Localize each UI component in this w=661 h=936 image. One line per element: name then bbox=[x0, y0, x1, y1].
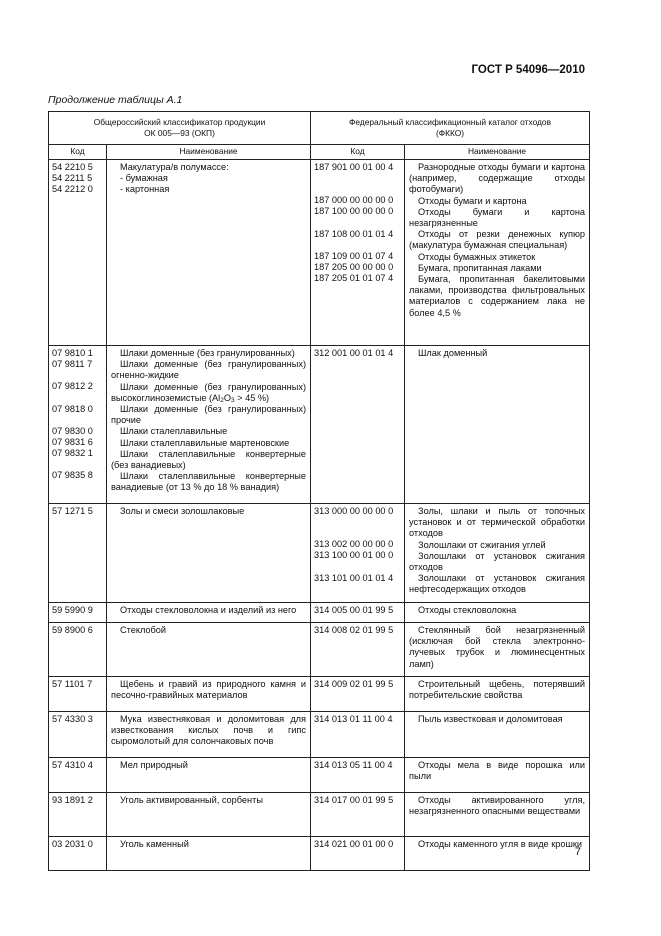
table-row bbox=[49, 837, 590, 871]
classification-table bbox=[48, 111, 590, 871]
standard-code: ГОСТ Р 54096—2010 bbox=[471, 64, 585, 76]
fkko-name-cell: Отходы стекловолокна bbox=[405, 603, 590, 623]
fkko-name-cell: Отходы каменного угля в виде крошки bbox=[405, 837, 590, 871]
fkko-name-cell: Золы, шлаки и пыль от топочных установок и от термической обработки отходов Золошлаки от сжигания углей Золошлаки от установок сжигания отходов Золошлаки от установок сжигания нефтесодержащих отходов bbox=[405, 504, 590, 603]
fkko-name-cell: Отходы мела в виде порошка или пыли bbox=[405, 758, 590, 793]
fkko-name-cell: Стеклянный бой незагрязненный (исключая бой стекла электронно-лучевых трубок и люминесцентных ламп) bbox=[405, 623, 590, 677]
fkko-name-cell: Разнородные отходы бумаги и картона (например, содержащие отходы фотобумаги) Отходы бумаги и картона Отходы бумаги и картона незагрязненные Отходы от резки денежных купюр (макулатура бумажная специальная) Отходы бумажных этикеток Бумага, пропитанная лаками Бумага, пропитанная бакелитовыми лаками, производства фильтровальных материалов с содержанием лака не более 4,5 % bbox=[405, 160, 590, 346]
okp-name-cell: Щебень и гравий из природного камня и песочно-гравийных материалов bbox=[107, 677, 311, 712]
page-number: 7 bbox=[574, 846, 581, 858]
okp-code-header: Код bbox=[49, 145, 107, 160]
okp-name-cell: Шлаки доменные (без гранулированных) Шлаки доменные (без гранулированных) огненно-жидкие Шлаки доменные (без гранулированных) высокоглиноземистые ($Al_2O_3 > 45$ %) Шлаки доменные (без гранулированных) прочие Шлаки сталеплавильные Шлаки сталеплавильные мартеновские Шлаки сталеплавильные конвертерные (без ванадиевых) Шлаки сталеплавильные конвертерные ванадиевые (от 13 % до 18 % ванадия) bbox=[107, 346, 311, 504]
fkko-group-header: Федеральный классификационный каталог отходов (ФККО) bbox=[311, 112, 590, 145]
okp-code-cell: 57 4330 3 bbox=[49, 712, 107, 758]
okp-code-cell: 59 5990 9 bbox=[49, 603, 107, 623]
okp-code-cell: 03 2031 0 bbox=[49, 837, 107, 871]
okp-name-header: Наименование bbox=[107, 145, 311, 160]
okp-name-cell: Мел природный bbox=[107, 758, 311, 793]
fkko-name-cell: Шлак доменный bbox=[405, 346, 590, 504]
okp-code-cell: 93 1891 2 bbox=[49, 793, 107, 837]
okp-name-cell: Стеклобой bbox=[107, 623, 311, 677]
fkko-code-cell: 187 901 00 01 00 4 187 000 00 00 00 0 187 100 00 00 00 0 187 108 00 01 01 4 187 109 00 01 07 4 187 205 00 00 00 0 187 205 01 01 07 4 bbox=[311, 160, 405, 346]
fkko-code-cell: 314 009 02 01 99 5 bbox=[311, 677, 405, 712]
okp-name-cell: Уголь каменный bbox=[107, 837, 311, 871]
table-continuation-caption: Продолжение таблицы А.1 bbox=[48, 94, 183, 106]
okp-code-cell: 59 8900 6 bbox=[49, 623, 107, 677]
table-row bbox=[49, 793, 590, 837]
fkko-name-cell: Отходы активированного угля, незагрязненного опасными веществами bbox=[405, 793, 590, 837]
okp-group-header: Общероссийский классификатор продукции ОК 005—93 (ОКП) bbox=[49, 112, 311, 145]
table-row bbox=[49, 603, 590, 623]
fkko-code-cell: 314 008 02 01 99 5 bbox=[311, 623, 405, 677]
table-row bbox=[49, 346, 590, 504]
fkko-name-header: Наименование bbox=[405, 145, 590, 160]
fkko-code-cell: 312 001 00 01 01 4 bbox=[311, 346, 405, 504]
table-row bbox=[49, 504, 590, 603]
table-row bbox=[49, 623, 590, 677]
fkko-name-cell: Строительный щебень, потерявший потребительские свойства bbox=[405, 677, 590, 712]
fkko-code-cell: 314 021 00 01 00 0 bbox=[311, 837, 405, 871]
fkko-code-cell: 313 000 00 00 00 0 313 002 00 00 00 0 313 100 00 01 00 0 313 101 00 01 01 4 bbox=[311, 504, 405, 603]
okp-name-cell: Мука известняковая и доломитовая для известкования кислых почв и гипс сыромолотый для солончаковых почв bbox=[107, 712, 311, 758]
table-row bbox=[49, 160, 590, 346]
okp-name-cell: Уголь активированный, сорбенты bbox=[107, 793, 311, 837]
fkko-code-cell: 314 013 01 11 00 4 bbox=[311, 712, 405, 758]
table-row bbox=[49, 677, 590, 712]
okp-code-cell: 57 1101 7 bbox=[49, 677, 107, 712]
okp-name-cell: Золы и смеси золошлаковые bbox=[107, 504, 311, 603]
okp-code-cell: 54 2210 5 54 2211 5 54 2212 0 bbox=[49, 160, 107, 346]
table-row bbox=[49, 712, 590, 758]
fkko-name-cell: Пыль известковая и доломитовая bbox=[405, 712, 590, 758]
fkko-code-cell: 314 005 00 01 99 5 bbox=[311, 603, 405, 623]
table-row bbox=[49, 758, 590, 793]
okp-code-cell: 57 1271 5 bbox=[49, 504, 107, 603]
okp-code-cell: 07 9810 1 07 9811 7 07 9812 2 07 9818 0 07 9830 0 07 9831 6 07 9832 1 07 9835 8 bbox=[49, 346, 107, 504]
okp-code-cell: 57 4310 4 bbox=[49, 758, 107, 793]
okp-name-cell: Отходы стекловолокна и изделий из него bbox=[107, 603, 311, 623]
fkko-code-cell: 314 017 00 01 99 5 bbox=[311, 793, 405, 837]
fkko-code-cell: 314 013 05 11 00 4 bbox=[311, 758, 405, 793]
fkko-code-header: Код bbox=[311, 145, 405, 160]
okp-name-cell: Макулатура/в полумассе: - бумажная - картонная bbox=[107, 160, 311, 346]
